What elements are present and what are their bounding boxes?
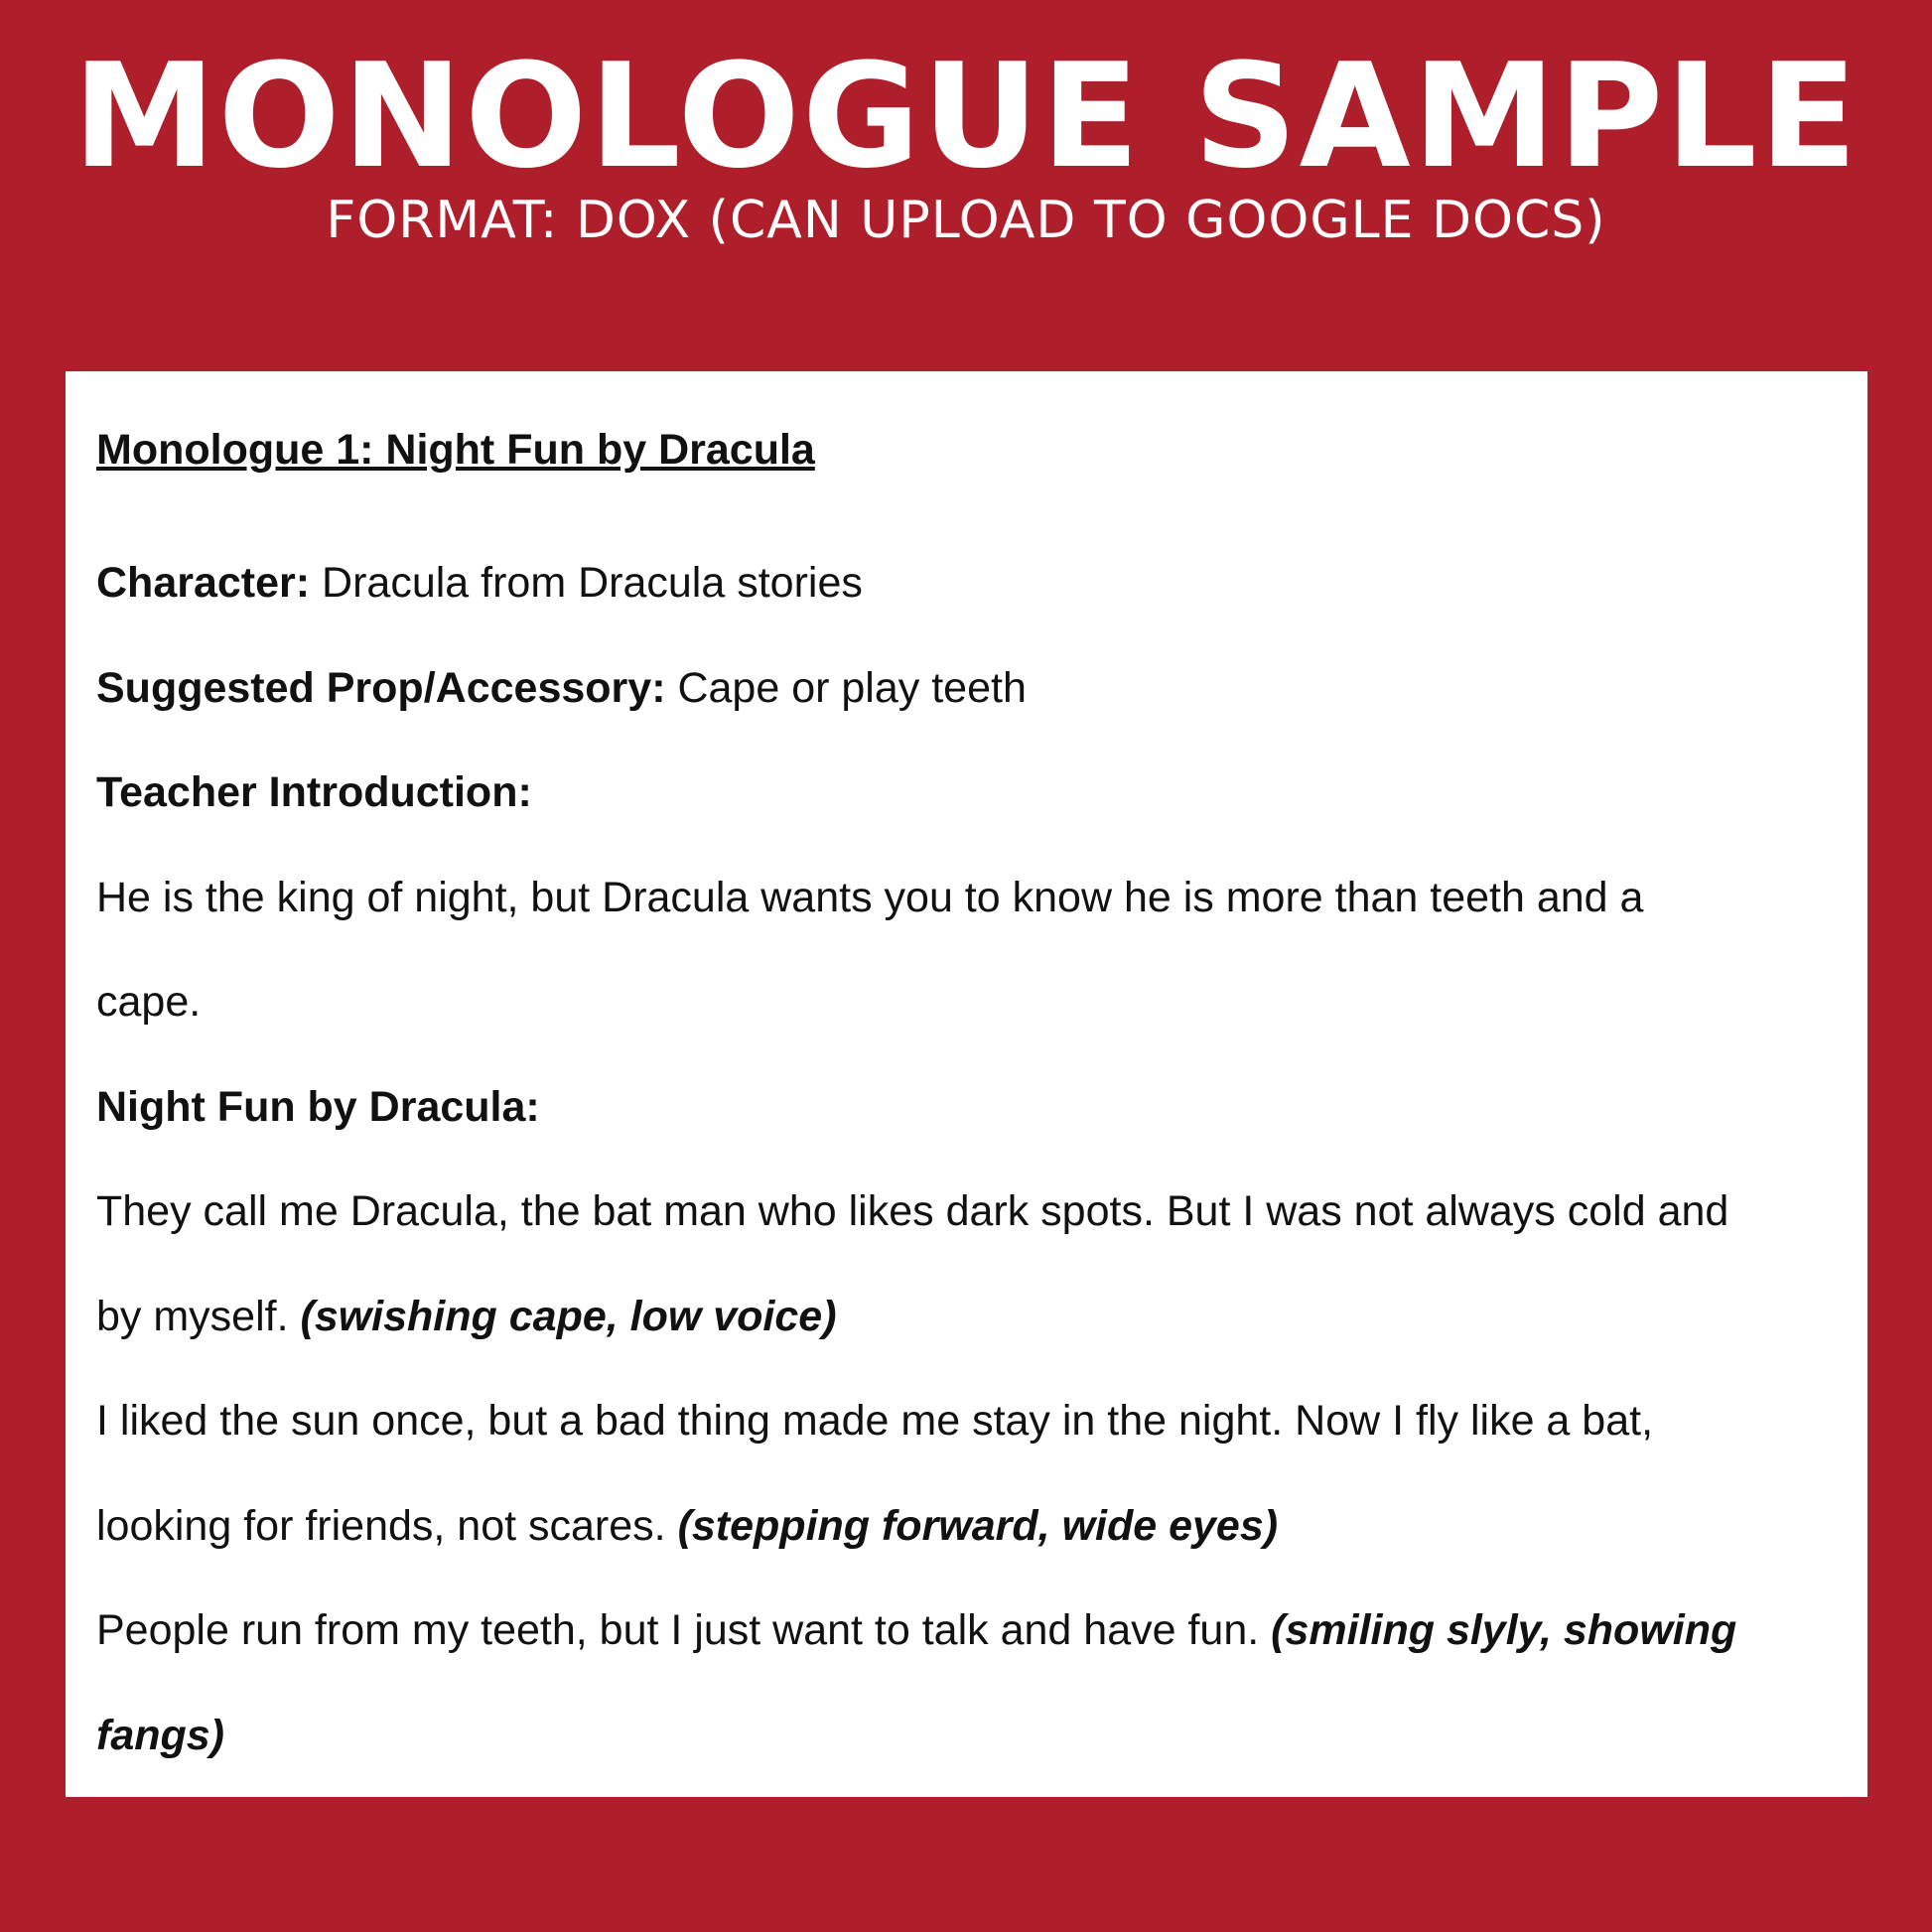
section-label-line — [96, 1055, 1848, 1161]
document-heading: Monologue 1: Night Fun by Dracula — [96, 426, 815, 474]
monologue-text: People run from my teeth, but I just want to talk and have fun. — [96, 1606, 1272, 1654]
paragraph-1-line-1 — [96, 1160, 1848, 1265]
character-label: Character: — [96, 559, 311, 607]
intro-text-line-1 — [96, 846, 1848, 951]
character-line — [96, 531, 1848, 636]
paragraph-2-line-2 — [96, 1474, 1848, 1580]
monologue-text: They call me Dracula, the bat man who likes dark spots. But I was not always cold and — [96, 1187, 1729, 1235]
paragraph-2-line-1 — [96, 1369, 1848, 1474]
stage-direction: (swishing cape, low voice) — [300, 1292, 837, 1340]
intro-label-line — [96, 741, 1848, 846]
stage-direction: (smiling slyly, showing — [1271, 1606, 1737, 1654]
stage-direction: (stepping forward, wide eyes) — [677, 1501, 1279, 1550]
prop-label: Suggested Prop/Accessory: — [96, 663, 666, 712]
intro-text: cape. — [96, 978, 202, 1026]
monologue-text: I liked the sun once, but a bad thing made me stay in the night. Now I fly like a bat, — [96, 1397, 1654, 1445]
banner-subtitle: FORMAT: DOX (CAN UPLOAD TO GOOGLE DOCS) — [326, 191, 1606, 250]
paragraph-3-line-2 — [96, 1684, 1848, 1789]
banner-title: MONOLOGUE SAMPLE — [72, 33, 1860, 201]
prop-value: Cape or play teeth — [665, 663, 1027, 712]
intro-text-line-2 — [96, 950, 1848, 1055]
intro-text: He is the king of night, but Dracula wants you to know he is more than teeth and a — [96, 873, 1644, 921]
intro-label: Teacher Introduction: — [96, 768, 532, 816]
monologue-text: by myself. — [96, 1292, 301, 1340]
character-value: Dracula from Dracula stories — [310, 559, 863, 607]
monologue-text: looking for friends, not scares. — [96, 1501, 678, 1550]
section-label: Night Fun by Dracula: — [96, 1082, 540, 1131]
paragraph-3-line-1 — [96, 1579, 1848, 1684]
document-preview — [66, 371, 1867, 1797]
prop-line — [96, 636, 1848, 742]
paragraph-1-line-2 — [96, 1265, 1848, 1370]
stage-direction: fangs) — [96, 1711, 224, 1759]
header-banner — [0, 0, 1932, 367]
